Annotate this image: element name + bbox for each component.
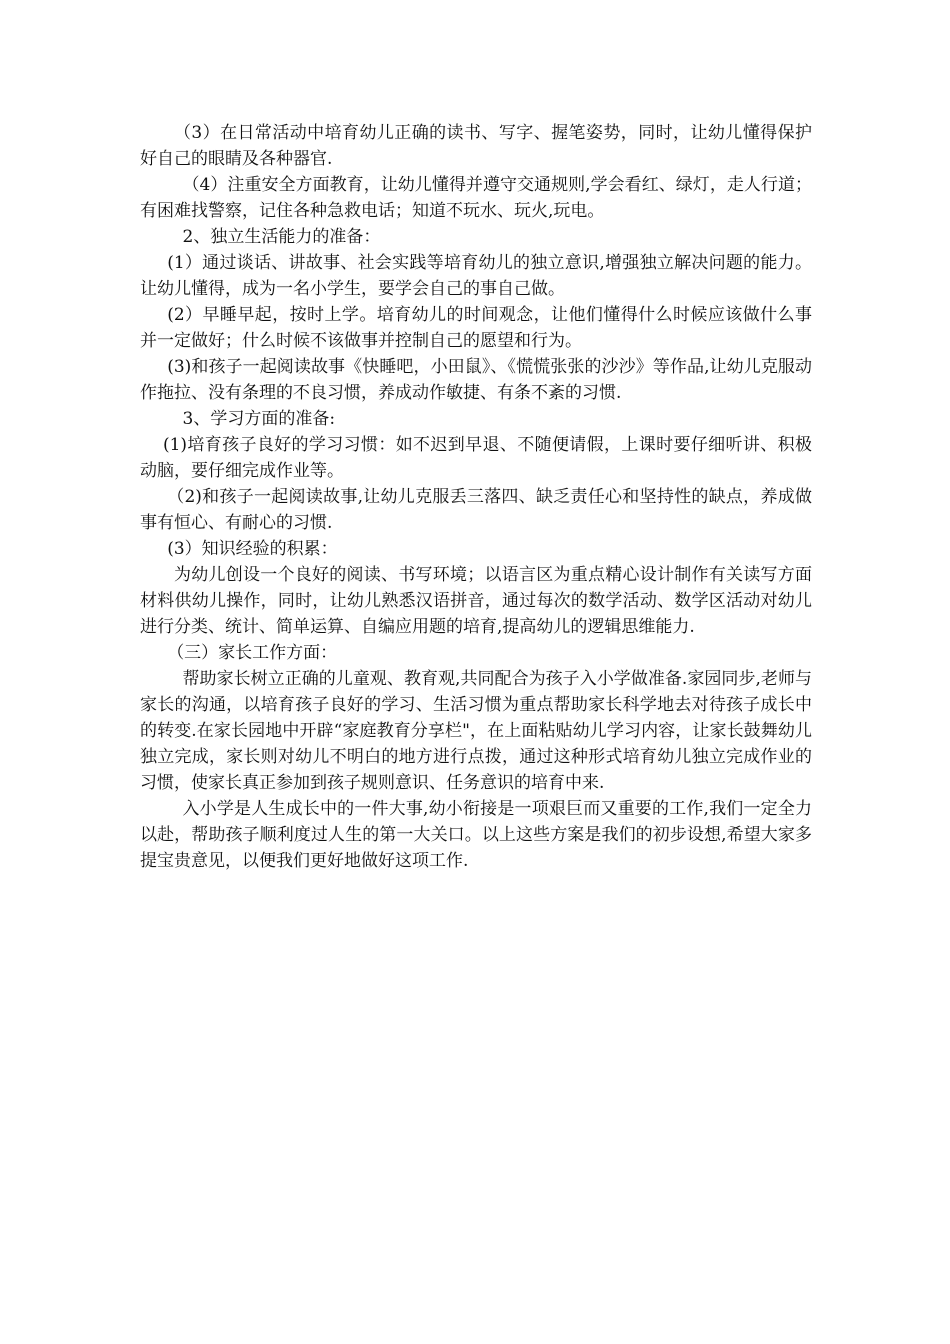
paragraph-independence-awareness: (1）通过谈话、讲故事、社会实践等培育幼儿的独立意识,增强独立解决问题的能力。让幼儿懂得，成为一名小学生，要学会自己的事自己做。: [140, 253, 812, 299]
paragraph-4-safety-education: （4）注重安全方面教育，让幼儿懂得并遵守交通规则,学会看红、绿灯，走人行道；有困难找警察，记住各种急救电话；知道不玩水、玩火,玩电。: [140, 175, 812, 221]
paragraph-3-reading-posture: （3）在日常活动中培育幼儿正确的读书、写字、握笔姿势，同时，让幼儿懂得保护好自己的眼睛及各种器官.: [140, 123, 812, 169]
document-body: [140, 120, 812, 874]
paragraph-parent-cooperation: 帮助家长树立正确的儿童观、教育观,共同配合为孩子入小学做准备.家园同步,老师与家长的沟通，以培育孩子良好的学习、生活习惯为重点帮助家长科学地去对待孩子成长中的转变.在家长园地中开辟“家庭教育分享栏"，在上面粘贴幼儿学习内容，让家长鼓舞幼儿独立完成，家长则对幼儿不明白的地方进行点拨，通过这种形式培育幼儿独立完成作业的习惯，使家长真正参加到孩子规则意识、任务意识的培育中来.: [140, 669, 812, 793]
subheading-knowledge-accumulation: (3）知识经验的积累：: [167, 539, 338, 559]
paragraph-time-concept: (2）早睡早起，按时上学。培育幼儿的时间观念，让他们懂得什么时候应该做什么事并一定做好；什么时候不该做事并控制自己的愿望和行为。: [140, 305, 812, 351]
paragraph-responsibility: （2)和孩子一起阅读故事,让幼儿克服丢三落四、缺乏责任心和坚持性的缺点，养成做事有恒心、有耐心的习惯.: [140, 487, 812, 533]
section-heading-parent-work: （三）家长工作方面：: [167, 643, 338, 663]
paragraph-reading-stories: (3)和孩子一起阅读故事《快睡吧，小田鼠》、《慌慌张张的沙沙》等作品,让幼儿克服动作拖拉、没有条理的不良习惯，养成动作敏捷、有条不紊的习惯.: [140, 357, 812, 403]
paragraph-conclusion: 入小学是人生成长中的一件大事,幼小衔接是一项艰巨而又重要的工作,我们一定全力以赴，帮助孩子顺利度过人生的第一大关口。以上这些方案是我们的初步设想,希望大家多提宝贵意见，以便我们更好地做好这项工作.: [140, 799, 812, 871]
paragraph-reading-environment: 为幼儿创设一个良好的阅读、书写环境；以语言区为重点精心设计制作有关读写方面材料供幼儿操作，同时，让幼儿熟悉汉语拼音，通过每次的数学活动、数学区活动对幼儿进行分类、统计、简单运算、自编应用题的培育,提高幼儿的逻辑思维能力.: [140, 565, 812, 637]
paragraph-study-habits: (1)培育孩子良好的学习习惯：如不迟到早退、不随便请假，上课时要仔细听讲、积极动脑，要仔细完成作业等。: [140, 435, 812, 481]
section-heading-learning: 3、学习方面的准备:: [182, 409, 336, 429]
section-heading-independent-living: 2、独立生活能力的准备：: [182, 227, 381, 247]
